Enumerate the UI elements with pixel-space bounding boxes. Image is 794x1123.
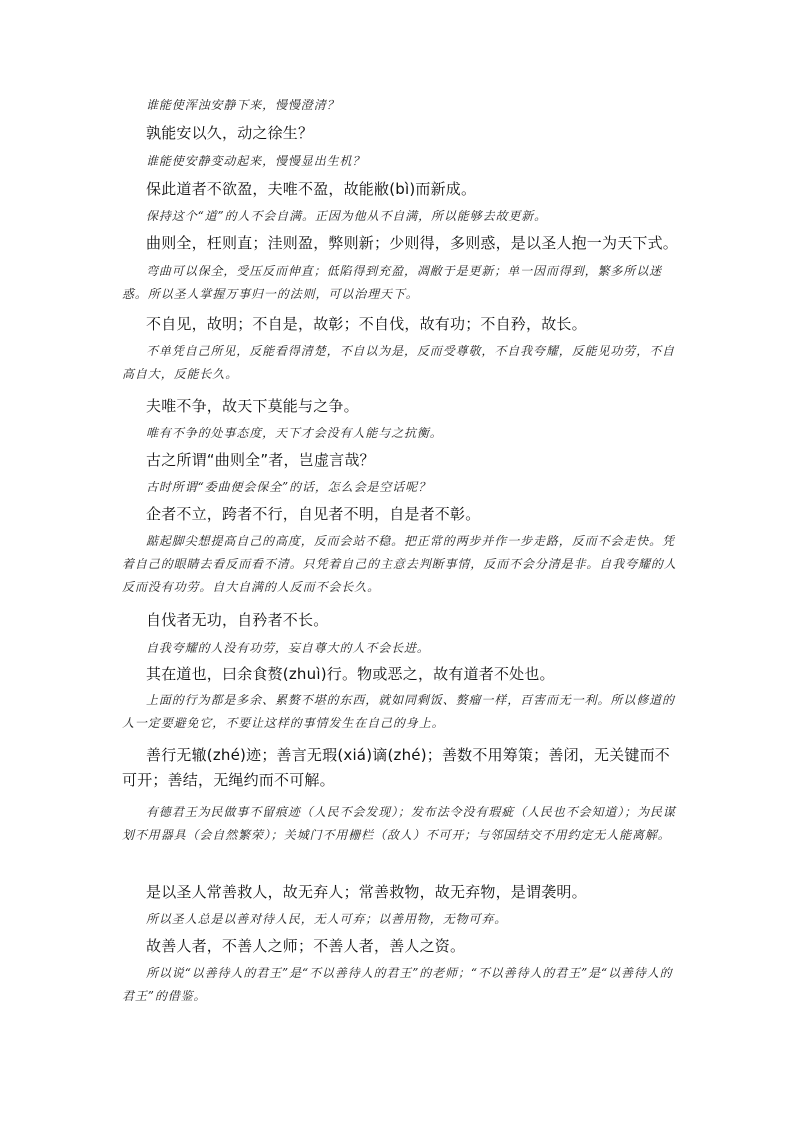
translation-line: 所以圣人总是以善对待人民，无人可弃；以善用物，无物可弃。: [146, 912, 508, 926]
original-text-line: 曲则全，枉则直；洼则盈，弊则新；少则得，多则惑，是以圣人抱一为天下式。: [146, 234, 679, 252]
translation-line: 自我夸耀的人没有功劳，妄自尊大的人不会长进。: [146, 641, 430, 655]
original-text-paragraph: 善行无辙(zhé)迹；善言无瑕(xiá)谪(zhé)；善数不用筹策；善闭，无关键而不可开；善结，无绳约而不可解。: [122, 746, 670, 789]
translation-line: 保持这个“道”的人不会自满。正因为他从不自满，所以能够去故更新。: [146, 209, 548, 223]
original-text-line: 孰能安以久，动之徐生？: [146, 124, 314, 142]
original-text-line: 保此道者不欲盈，夫唯不盈，故能敝(bì)而新成。: [146, 180, 477, 198]
translation-paragraph: 上面的行为都是多余、累赘不堪的东西，就如同剩饭、赘瘤一样，百害而无一利。所以修道的人一定要避免它，不要让这样的事情发生在自己的身上。: [122, 693, 675, 730]
translation-paragraph: 踮起脚尖想提高自己的高度，反而会站不稳。把正常的两步并作一步走路，反而不会走快。凭着自己的眼睛去看反而看不清。只凭着自己的主意去判断事情，反而不会分清是非。自我夸耀的人反而没有功劳。自大自满的人反而不会长久。: [122, 534, 677, 594]
translation-line: 古时所谓“委曲便会保全”的话，怎么会是空话呢？: [146, 480, 431, 494]
translation-paragraph: 不单凭自己所见，反能看得清楚，不自以为是，反而受尊敬，不自我夸耀，反能见功劳，不自高自大，反能长久。: [122, 344, 675, 381]
translation-line: 唯有不争的处事态度，天下才会没有人能与之抗衡。: [146, 426, 443, 440]
original-text-line: 自伐者无功，自矜者不长。: [146, 611, 329, 629]
translation-paragraph: 所以说“以善待人的君王”是“不以善待人的君王”的老师；“不以善待人的君王”是“以善待人的君王”的借鉴。: [122, 966, 673, 1003]
original-text-line: 故善人者，不善人之师；不善人者，善人之资。: [146, 937, 466, 955]
original-text-line: 夫唯不争，故天下莫能与之争。: [146, 397, 359, 415]
original-text-line: 其在道也，曰余食赘(zhuì)行。物或恶之，故有道者不处也。: [146, 665, 555, 683]
original-text-line: 企者不立，跨者不行，自见者不明，自是者不彰。: [146, 505, 481, 523]
original-text-line: 古之所谓“曲则全”者，岂虚言哉？: [146, 451, 375, 469]
original-text-line: 是以圣人常善救人，故无弃人；常善救物，故无弃物，是谓袭明。: [146, 883, 587, 901]
translation-paragraph: 弯曲可以保全，受压反而伸直；低陷得到充盈，凋敝于是更新；单一因而得到，繁多所以迷惑。所以圣人掌握万事归一的法则，可以治理天下。: [122, 264, 663, 301]
translation-paragraph: 有德君王为民做事不留痕迹（人民不会发现）；发布法令没有瑕疵（人民也不会知道）；为民谋划不用器具（会自然繁荣）；关城门不用栅栏（敌人）不可开；与邻国结交不用约定无人能离解。: [122, 805, 676, 842]
translation-line: 谁能使浑浊安静下来，慢慢澄清？: [146, 98, 340, 112]
translation-line: 谁能使安静变动起来，慢慢显出生机？: [146, 154, 366, 168]
original-text-line: 不自见，故明；不自是，故彰；不自伐，故有功；不自矜，故长。: [146, 315, 587, 333]
